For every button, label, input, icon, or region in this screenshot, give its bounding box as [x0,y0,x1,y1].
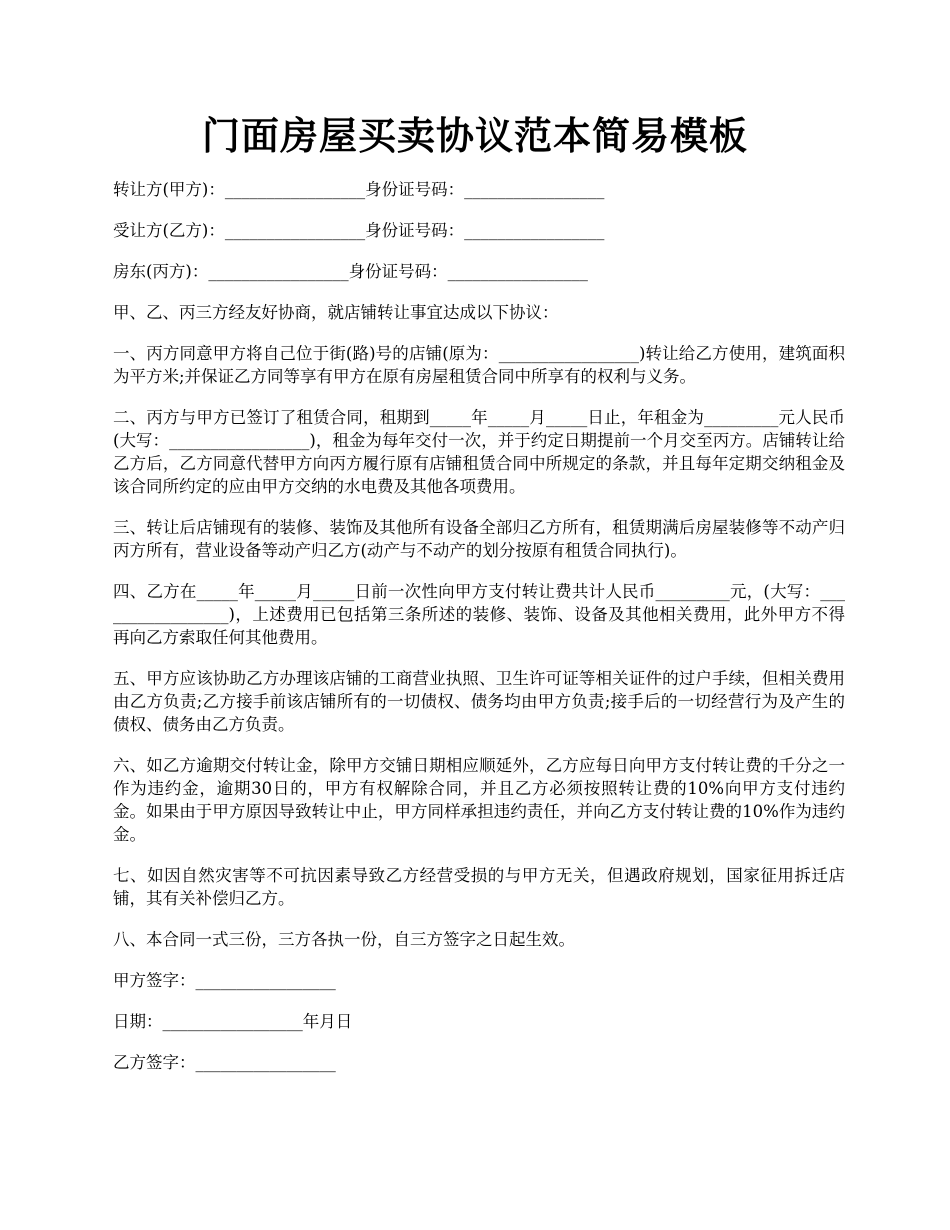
document-body [113,178,845,1092]
clause-6: 六、如乙方逾期交付转让金，除甲方交铺日期相应顺延外，乙方应每日向甲方支付转让费的千分之一作为违约金，逾期30日的，甲方有权解除合同，并且乙方必须按照转让费的10%向甲方支付违约金。如果由于甲方原因导致转让中止，甲方同样承担违约责任，并向乙方支付转让费的10%作为违约金。 [113,756,845,844]
clause-3: 三、转让后店铺现有的装修、装饰及其他所有设备全部归乙方所有，租赁期满后房屋装修等不动产归丙方所有，营业设备等动产归乙方(动产与不动产的划分按原有租赁合同执行)。 [113,518,845,560]
clause-1: 一、丙方同意甲方将自己位于街(路)号的店铺(原为：_________________)转让给乙方使用，建筑面积为平方米;并保证乙方同等享有甲方在原有房屋租赁合同中所享有的权利与义务。 [113,344,845,386]
signature-date: 日期：_________________年月日 [113,1012,353,1031]
document-title: 门面房屋买卖协议范本简易模板 [201,113,748,158]
clause-7: 七、如因自然灾害等不可抗因素导致乙方经营受损的与甲方无关，但遇政府规划，国家征用拆迁店铺，其有关补偿归乙方。 [113,866,845,908]
transferee-line: 受让方(乙方)：_________________身份证号码：_________________ [113,221,605,240]
agreement-intro: 甲、乙、丙三方经友好协商，就店铺转让事宜达成以下协议： [113,303,559,322]
transferor-line: 转让方(甲方)：_________________身份证号码：_________________ [113,180,605,199]
landlord-line: 房东(丙方)：_________________身份证号码：_________________ [113,262,588,281]
clause-4: 四、乙方在_____年_____月_____日前一次性向甲方支付转让费共计人民币_________元，(大写：_________________)，上述费用已包括第三条所述的装修、装饰、设备及其他相关费用，此外甲方不得再向乙方索取任何其他费用。 [113,582,845,647]
party-a-signature: 甲方签字：_________________ [113,971,336,990]
clause-2: 二、丙方与甲方已签订了租赁合同，租期到_____年_____月_____日止，年租金为_________元人民币(大写：_________________)，租金为每年交付一次，并于约定日期提前一个月交至丙方。店铺转让给乙方后，乙方同意代替甲方向丙方履行原有店铺租赁合同中所规定的条款，并且每年定期交纳租金及该合同所约定的应由甲方交纳的水电费及其他各项费用。 [113,408,845,496]
clause-5: 五、甲方应该协助乙方办理该店铺的工商营业执照、卫生许可证等相关证件的过户手续，但相关费用由乙方负责;乙方接手前该店铺所有的一切债权、债务均由甲方负责;接手后的一切经营行为及产生的债权、债务由乙方负责。 [113,669,845,734]
party-b-signature: 乙方签字：_________________ [113,1053,336,1072]
clause-8: 八、本合同一式三份，三方各执一份，自三方签字之日起生效。 [113,930,575,949]
